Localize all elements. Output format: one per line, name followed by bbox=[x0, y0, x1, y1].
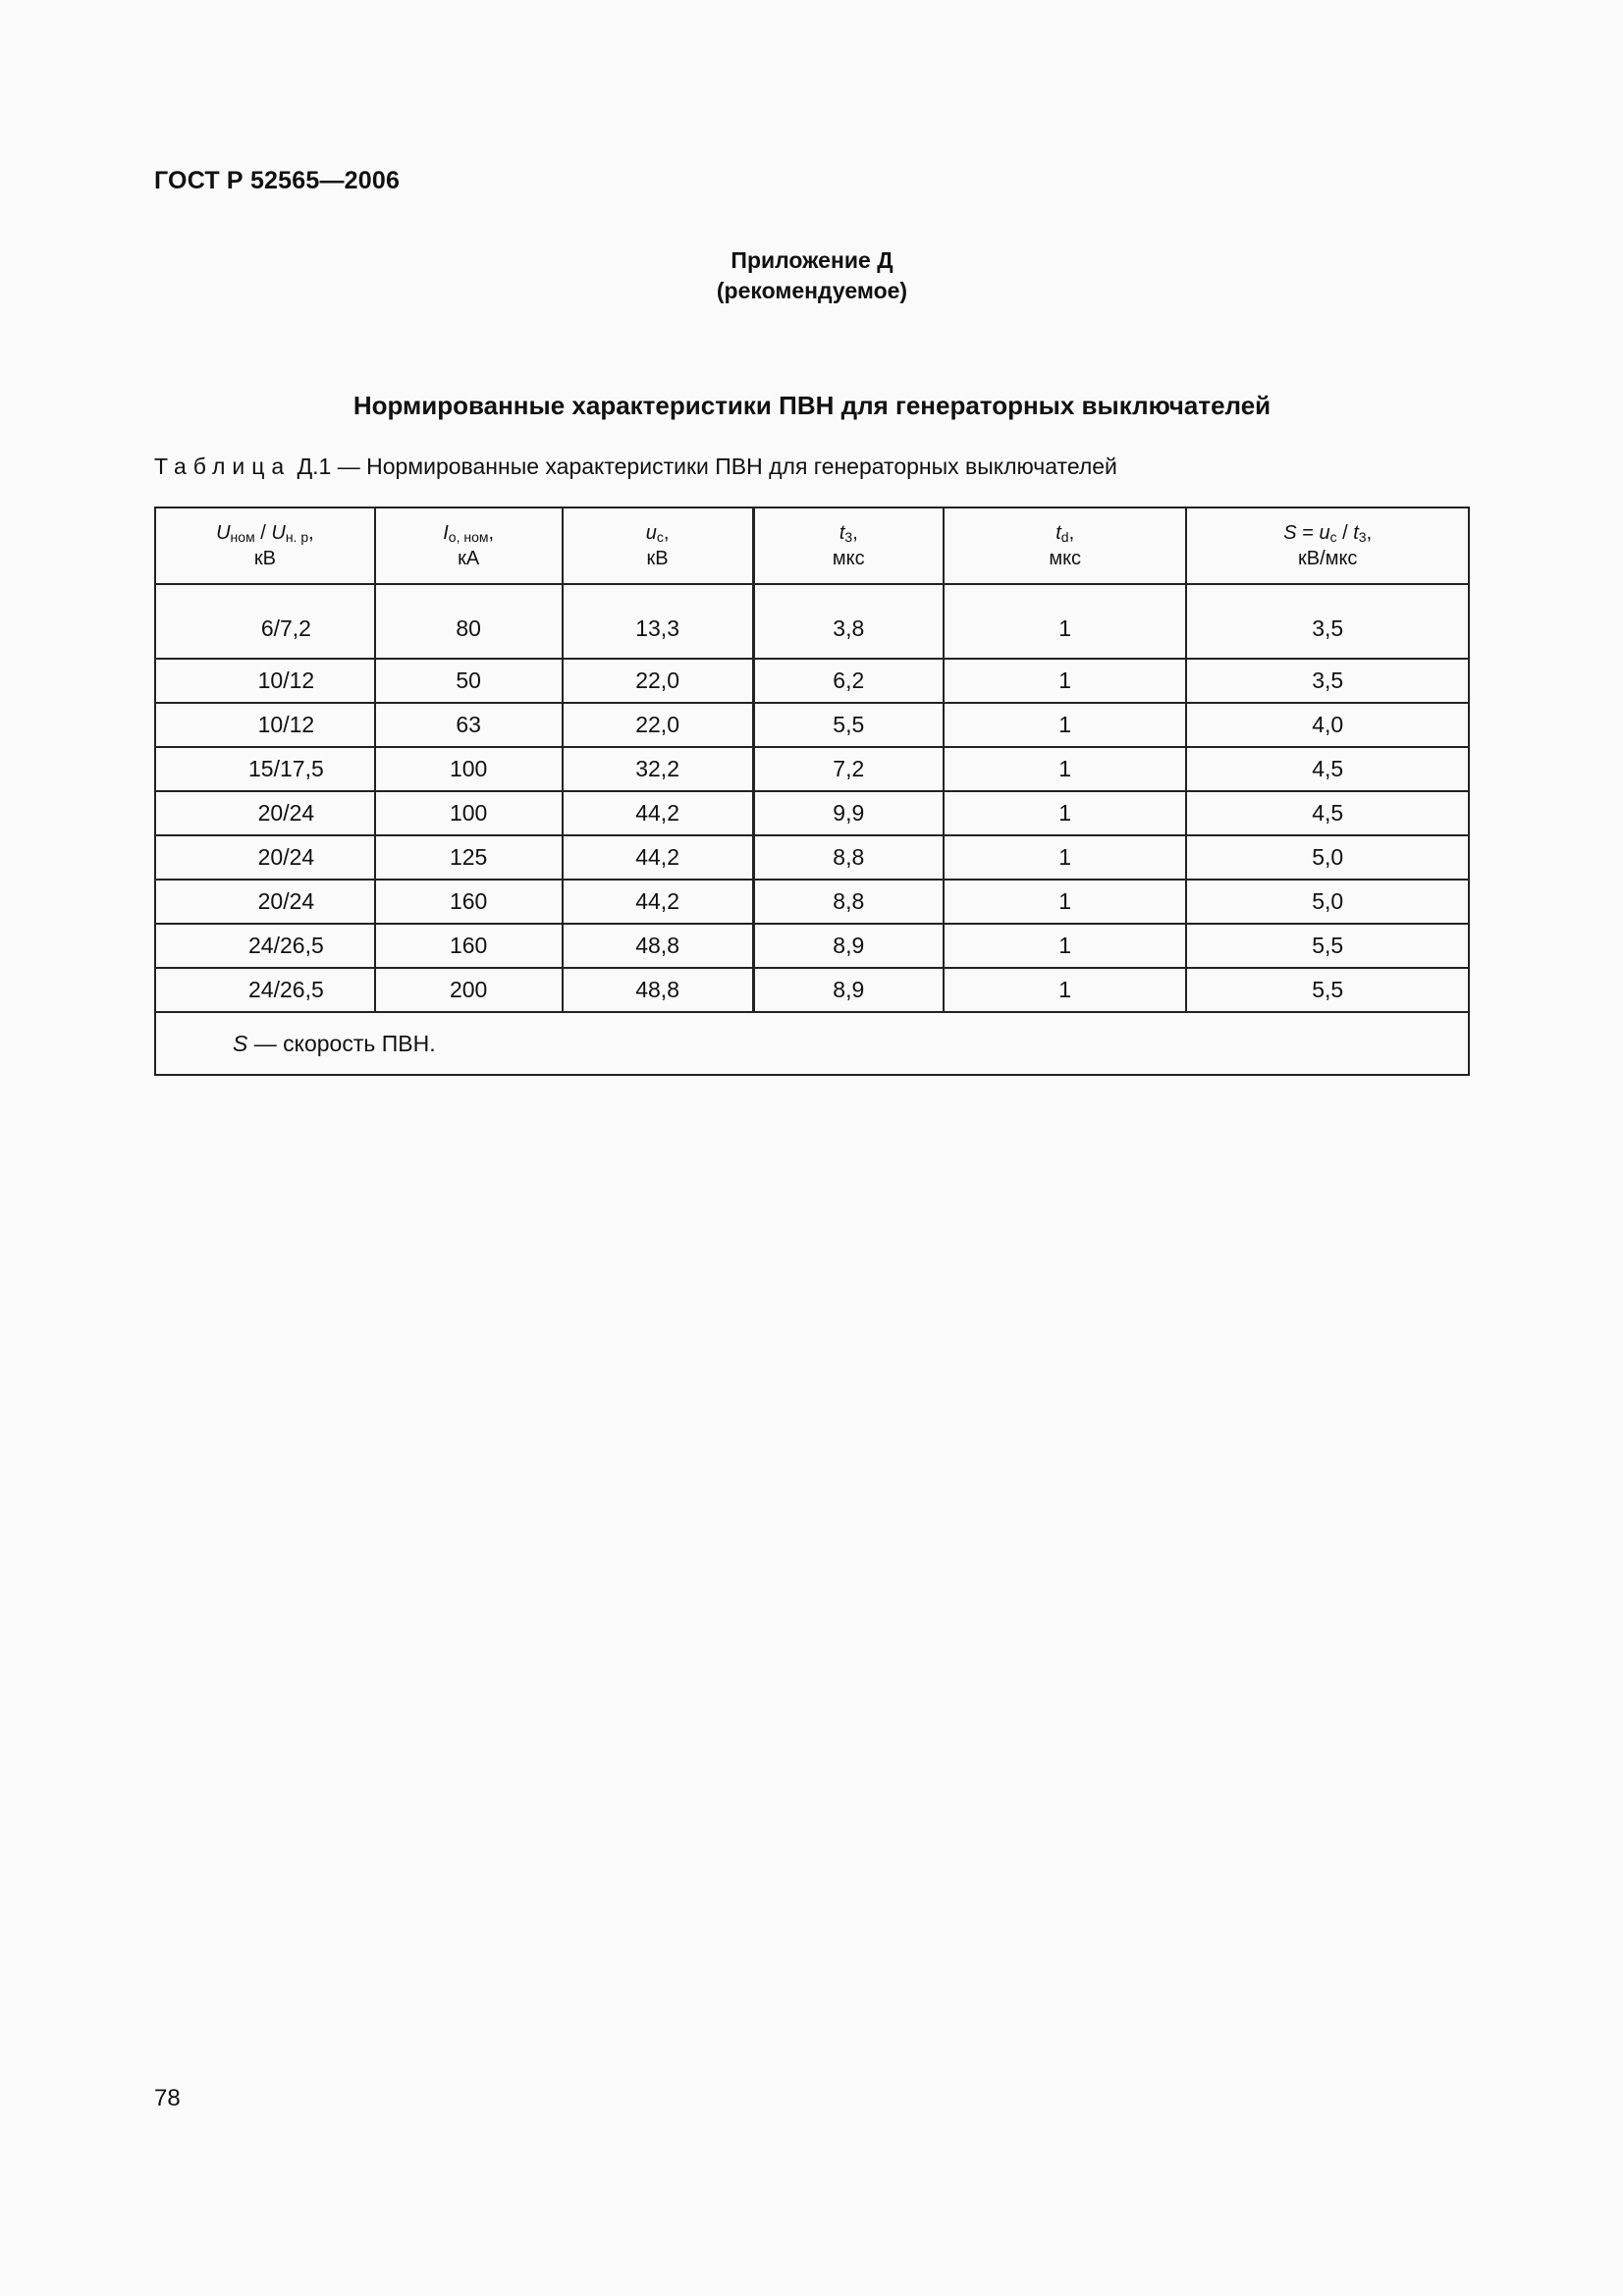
header-td: $t_d$, мкс bbox=[944, 507, 1187, 584]
table-note: S — скорость ПВН. bbox=[155, 1012, 1469, 1075]
cell-current: 125 bbox=[375, 835, 563, 880]
cell-voltage: 6/7,2 bbox=[155, 593, 375, 659]
page-number: 78 bbox=[154, 2085, 181, 2111]
cell-voltage: 20/24 bbox=[155, 880, 375, 924]
table-row bbox=[155, 593, 1469, 659]
cell-rate: 3,5 bbox=[1186, 593, 1469, 659]
cell-td: 1 bbox=[944, 593, 1187, 659]
table-row bbox=[155, 880, 1469, 924]
document-code: ГОСТ Р 52565—2006 bbox=[154, 167, 401, 194]
header-rate: $S = u_с / t_3$, кВ/мкс bbox=[1186, 507, 1469, 584]
cell-uc: 48,8 bbox=[563, 968, 754, 1012]
cell-t3: 5,5 bbox=[753, 703, 944, 747]
header-separator bbox=[155, 584, 1469, 593]
cell-uc: 22,0 bbox=[563, 659, 754, 703]
cell-rate: 5,0 bbox=[1186, 835, 1469, 880]
cell-t3: 7,2 bbox=[753, 747, 944, 791]
table-caption-text: Д.1 — Нормированные характеристики ПВН для генераторных выключателей bbox=[291, 454, 1117, 479]
table-row bbox=[155, 747, 1469, 791]
cell-current: 100 bbox=[375, 791, 563, 835]
cell-voltage: 20/24 bbox=[155, 835, 375, 880]
cell-uc: 44,2 bbox=[563, 791, 754, 835]
cell-td: 1 bbox=[944, 924, 1187, 968]
cell-td: 1 bbox=[944, 791, 1187, 835]
header-current: $I_{о, ном}$, кА bbox=[375, 507, 563, 584]
table-header-row bbox=[155, 507, 1469, 584]
table-row bbox=[155, 791, 1469, 835]
table-caption bbox=[154, 454, 1117, 480]
table-caption-label: Таблица bbox=[154, 454, 292, 479]
cell-td: 1 bbox=[944, 880, 1187, 924]
characteristics-table bbox=[154, 507, 1470, 1076]
annex-heading bbox=[665, 245, 959, 306]
table-row bbox=[155, 835, 1469, 880]
header-voltage: $U_{ном} / U_{н. р}$, кВ bbox=[155, 507, 375, 584]
cell-t3: 6,2 bbox=[753, 659, 944, 703]
cell-rate: 5,5 bbox=[1186, 968, 1469, 1012]
section-title: Нормированные характеристики ПВН для генераторных выключателей bbox=[352, 391, 1271, 420]
cell-voltage: 20/24 bbox=[155, 791, 375, 835]
cell-rate: 3,5 bbox=[1186, 659, 1469, 703]
cell-td: 1 bbox=[944, 703, 1187, 747]
cell-current: 160 bbox=[375, 880, 563, 924]
cell-current: 50 bbox=[375, 659, 563, 703]
cell-rate: 5,0 bbox=[1186, 880, 1469, 924]
cell-rate: 4,5 bbox=[1186, 791, 1469, 835]
cell-t3: 8,8 bbox=[753, 835, 944, 880]
cell-current: 63 bbox=[375, 703, 563, 747]
cell-td: 1 bbox=[944, 835, 1187, 880]
header-uc: $u_с$, кВ bbox=[563, 507, 754, 584]
cell-t3: 3,8 bbox=[753, 593, 944, 659]
cell-t3: 8,8 bbox=[753, 880, 944, 924]
table-row bbox=[155, 924, 1469, 968]
cell-current: 200 bbox=[375, 968, 563, 1012]
cell-uc: 32,2 bbox=[563, 747, 754, 791]
cell-td: 1 bbox=[944, 747, 1187, 791]
cell-current: 80 bbox=[375, 593, 563, 659]
annex-status: (рекомендуемое) bbox=[716, 278, 908, 303]
cell-voltage: 24/26,5 bbox=[155, 924, 375, 968]
table-row bbox=[155, 968, 1469, 1012]
cell-td: 1 bbox=[944, 968, 1187, 1012]
cell-rate: 4,5 bbox=[1186, 747, 1469, 791]
cell-uc: 44,2 bbox=[563, 835, 754, 880]
cell-uc: 48,8 bbox=[563, 924, 754, 968]
cell-voltage: 10/12 bbox=[155, 703, 375, 747]
cell-voltage: 15/17,5 bbox=[155, 747, 375, 791]
table-row bbox=[155, 703, 1469, 747]
cell-t3: 9,9 bbox=[753, 791, 944, 835]
cell-uc: 22,0 bbox=[563, 703, 754, 747]
cell-uc: 44,2 bbox=[563, 880, 754, 924]
cell-current: 160 bbox=[375, 924, 563, 968]
table-row bbox=[155, 659, 1469, 703]
cell-voltage: 24/26,5 bbox=[155, 968, 375, 1012]
cell-rate: 4,0 bbox=[1186, 703, 1469, 747]
header-t3: $t_3$, мкс bbox=[753, 507, 944, 584]
cell-current: 100 bbox=[375, 747, 563, 791]
cell-t3: 8,9 bbox=[753, 968, 944, 1012]
cell-voltage: 10/12 bbox=[155, 659, 375, 703]
table-note-row bbox=[155, 1012, 1469, 1075]
annex-title: Приложение Д bbox=[730, 247, 893, 273]
cell-rate: 5,5 bbox=[1186, 924, 1469, 968]
cell-uc: 13,3 bbox=[563, 593, 754, 659]
cell-t3: 8,9 bbox=[753, 924, 944, 968]
cell-td: 1 bbox=[944, 659, 1187, 703]
